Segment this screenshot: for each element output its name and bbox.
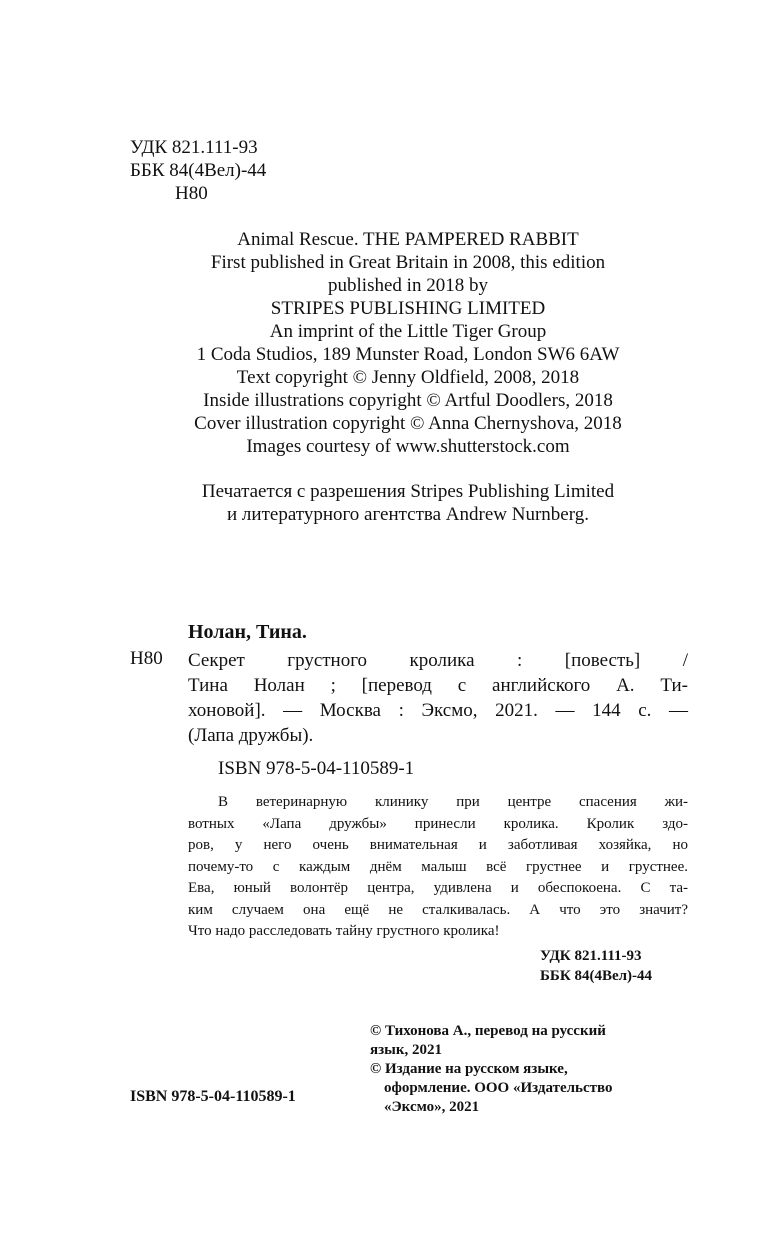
credit-line: Animal Rescue. THE PAMPERED RABBIT — [237, 229, 579, 250]
permission-line: Печатается с разрешения Stripes Publishing Limited — [201, 481, 615, 502]
catalog-isbn: ISBN 978-5-04-110589-1 — [218, 758, 415, 779]
udk-code: УДК 821.111-93 — [130, 137, 258, 158]
annotation-line: Что надо расследовать тайну грустного кролика! — [188, 923, 500, 939]
copyright-block — [370, 1022, 613, 1117]
original-credits — [80, 228, 736, 458]
bbk-code: ББК 84(4Вел)-44 — [130, 160, 267, 181]
catalog-entry-line: хоновой]. — Москва : Эксмо, 2021. — 144 с. — — [188, 700, 688, 721]
credit-line: 1 Coda Studios, 189 Munster Road, London SW6 6AW — [196, 344, 620, 365]
credit-line: published in 2018 by — [328, 275, 488, 296]
author-mark: Н80 — [175, 183, 208, 204]
annotation-line: В ветеринарную клинику при центре спасения жи- — [218, 794, 688, 810]
bottom-isbn: ISBN 978-5-04-110589-1 — [130, 1088, 296, 1105]
catalog-code: Н80 — [130, 648, 163, 669]
permission-notice — [80, 480, 736, 526]
annotation-line: вотных «Лапа дружбы» принесли кролика. Кролик здо- — [188, 815, 688, 832]
catalog-entry — [188, 648, 688, 748]
bottom-udk-code: УДК 821.111-93 — [540, 948, 642, 964]
classification-block — [130, 136, 266, 205]
credit-line: Images courtesy of www.shutterstock.com — [246, 436, 570, 457]
permission-line: и литературного агентства Andrew Nurnberg. — [227, 504, 589, 525]
catalog-entry-line: (Лапа дружбы). — [188, 725, 314, 746]
credit-line: Text copyright © Jenny Oldfield, 2008, 2018 — [236, 367, 580, 388]
annotation — [188, 792, 688, 943]
edition-copyright: «Эксмо», 2021 — [384, 1099, 480, 1115]
translation-copyright: язык, 2021 — [370, 1042, 442, 1058]
edition-copyright: оформление. ООО «Издательство — [384, 1080, 613, 1096]
credit-line: Cover illustration copyright © Anna Chernyshova, 2018 — [194, 413, 622, 434]
translation-copyright: © Тихонова А., перевод на русский — [370, 1023, 606, 1039]
annotation-line: ров, у него очень внимательная и заботливая хозяйка, но — [188, 837, 688, 853]
annotation-line: почему-то с каждым днём малыш всё грустнее и грустнее. — [188, 858, 688, 875]
bottom-classification — [540, 946, 652, 986]
annotation-line: ким случаем она ещё не сталкивалась. А что это значит? — [188, 901, 688, 918]
catalog-author: Нолан, Тина. — [188, 621, 307, 643]
credit-line: An imprint of the Little Tiger Group — [269, 321, 547, 342]
annotation-line: Ева, юный волонтёр центра, удивлена и обеспокоена. С та- — [188, 880, 688, 896]
credit-line: STRIPES PUBLISHING LIMITED — [270, 298, 546, 319]
credit-line: First published in Great Britain in 2008, this edition — [210, 252, 606, 273]
edition-copyright: © Издание на русском языке, — [370, 1061, 568, 1077]
catalog-entry-line: Секрет грустного кролика : [повесть] / — [188, 650, 688, 671]
catalog-entry-line: Тина Нолан ; [перевод с английского А. Ти- — [188, 675, 688, 696]
credit-line: Inside illustrations copyright © Artful Doodlers, 2018 — [203, 390, 613, 411]
bottom-bbk-code: ББК 84(4Вел)-44 — [540, 968, 653, 984]
